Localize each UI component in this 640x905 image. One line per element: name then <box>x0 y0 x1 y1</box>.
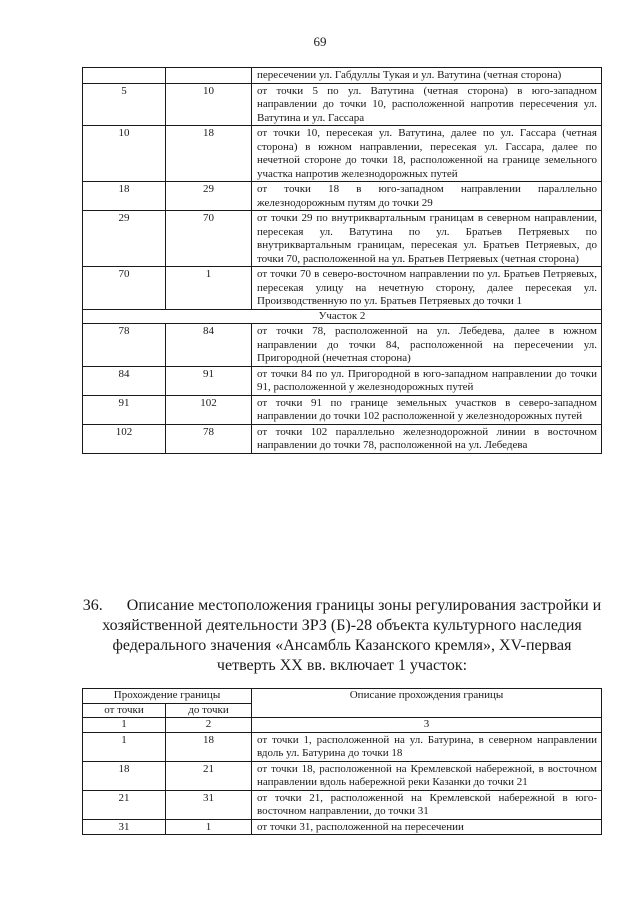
page-number: 69 <box>313 34 327 49</box>
table-row <box>83 732 602 761</box>
boundary-description: от точки 18, расположенной на Кремлевской набережной, в восточном направлении вдоль набережной реки Казанки до точки 21 <box>252 761 602 790</box>
section-text: Описание местоположения границы зоны регулирования застройки и хозяйственной деятельности ЗРЗ (Б)-28 объекта культурного наследия федерального значения «Ансамбль Казанского кремля», XV-первая четверть XX вв. включает 1 участок: <box>102 597 602 674</box>
column-number-row <box>83 718 602 733</box>
boundary-description: от точки 31, расположенной на пересечении <box>252 819 602 835</box>
header-to: до точки <box>166 703 252 718</box>
table-row <box>83 819 602 835</box>
point-from: 91 <box>83 395 166 424</box>
point-from: 78 <box>83 324 166 367</box>
point-to: 84 <box>166 324 252 367</box>
point-to: 1 <box>166 267 252 310</box>
table-row <box>83 267 602 310</box>
point-to: 31 <box>166 790 252 819</box>
col-number-2: 2 <box>166 718 252 733</box>
point-from <box>83 68 166 84</box>
table-row <box>83 182 602 211</box>
boundary-description: от точки 18 в юго-западном направлении параллельно железнодорожным путям до точки 29 <box>252 182 602 211</box>
col-number-3: 3 <box>252 718 602 733</box>
point-from: 5 <box>83 83 166 126</box>
table-row <box>83 366 602 395</box>
point-to: 29 <box>166 182 252 211</box>
table-row <box>83 68 602 84</box>
point-from: 18 <box>83 761 166 790</box>
boundary-description: от точки 5 по ул. Ватутина (четная сторона) в юго-западном направлении до точки 10, расположенной напротив пересечения ул. Ватутина и ул. Гассара <box>252 83 602 126</box>
boundary-description: от точки 29 по внутриквартальным границам в северном направлении, пересекая ул. Ватутина по ул. Братьев Петряевых по внутриквартальным границам, пересекая ул. Братьев Петряевых, до точки 70, расположенной на ул. Братьев Петряевых (четная сторона) <box>252 211 602 267</box>
point-from: 1 <box>83 732 166 761</box>
point-from: 10 <box>83 126 166 182</box>
point-from: 31 <box>83 819 166 835</box>
section-36-heading <box>82 596 602 676</box>
point-to: 21 <box>166 761 252 790</box>
table-row <box>83 324 602 367</box>
table-row <box>83 761 602 790</box>
header-from: от точки <box>83 703 166 718</box>
boundary-table-section-36 <box>82 688 602 835</box>
table-row <box>83 83 602 126</box>
point-to: 18 <box>166 732 252 761</box>
point-to: 102 <box>166 395 252 424</box>
boundary-description: от точки 78, расположенной на ул. Лебедева, далее в южном направлении до точки 84, расположенной на пересечении ул. Пригородной (нечетная сторона) <box>252 324 602 367</box>
point-to <box>166 68 252 84</box>
table-row <box>83 211 602 267</box>
boundary-description: от точки 84 по ул. Пригородной в юго-западном направлении до точки 91, расположенной у железнодорожных путей <box>252 366 602 395</box>
section-label: Участок 2 <box>83 309 602 324</box>
boundary-description: пересечении ул. Габдуллы Тукая и ул. Ватутина (четная сторона) <box>252 68 602 84</box>
point-from: 84 <box>83 366 166 395</box>
section-number: 36. <box>82 597 103 614</box>
boundary-description: от точки 10, пересекая ул. Ватутина, далее по ул. Гассара (четная сторона) в южном направлении, пересекая ул. Гассара, далее по нечетной стороне до точки 18, расположенной на границе земельного участка напротив железнодорожных путей <box>252 126 602 182</box>
boundary-description: от точки 1, расположенной на ул. Батурина, в северном направлении вдоль ул. Батурина до точки 18 <box>252 732 602 761</box>
boundary-description: от точки 102 параллельно железнодорожной линии в восточном направлении до точки 78, расположенной на ул. Лебедева <box>252 424 602 453</box>
point-to: 70 <box>166 211 252 267</box>
boundary-description: от точки 21, расположенной на Кремлевской набережной в юго-восточном направлении, до точки 31 <box>252 790 602 819</box>
point-to: 10 <box>166 83 252 126</box>
point-from: 70 <box>83 267 166 310</box>
section-row <box>83 309 602 324</box>
point-from: 21 <box>83 790 166 819</box>
table-row <box>83 424 602 453</box>
point-to: 18 <box>166 126 252 182</box>
boundary-description: от точки 91 по границе земельных участков в северо-западном направлении до точки 102 расположенной у железнодорожных путей <box>252 395 602 424</box>
boundary-table-continued <box>82 67 602 454</box>
header-passage: Прохождение границы <box>83 689 252 704</box>
point-to: 91 <box>166 366 252 395</box>
point-to: 1 <box>166 819 252 835</box>
table-header-row <box>83 689 602 704</box>
point-from: 102 <box>83 424 166 453</box>
point-from: 29 <box>83 211 166 267</box>
col-number-1: 1 <box>83 718 166 733</box>
boundary-description: от точки 70 в северо-восточном направлении по ул. Братьев Петряевых, пересекая улицу на нечетную сторону, далее пересекая ул. Производственную по ул. Братьев Петряевых до точки 1 <box>252 267 602 310</box>
header-description: Описание прохождения границы <box>252 689 602 718</box>
table-row <box>83 395 602 424</box>
point-from: 18 <box>83 182 166 211</box>
table-row <box>83 126 602 182</box>
table-row <box>83 790 602 819</box>
point-to: 78 <box>166 424 252 453</box>
